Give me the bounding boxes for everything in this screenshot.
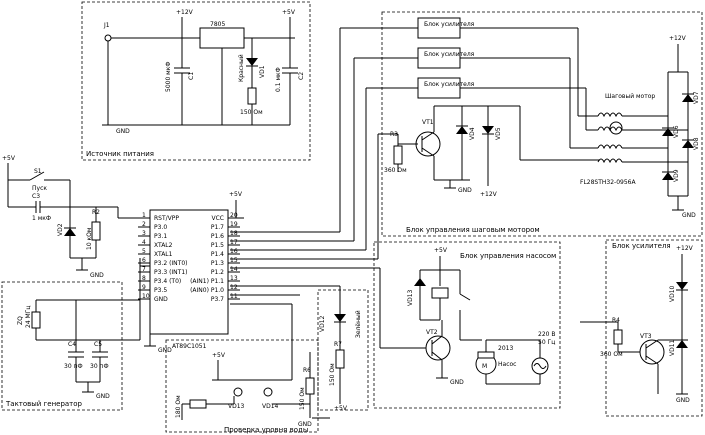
vd1-label: VD1: [259, 65, 266, 78]
vd12-color: Зелёный: [355, 310, 362, 338]
mcu-pin-right-name: P1.4: [210, 251, 224, 258]
vd4-diode: [456, 126, 468, 134]
power-gnd-label: GND: [116, 128, 130, 135]
regulator-label: 7805: [210, 21, 226, 28]
mcu-pin-right-num: 15: [230, 257, 238, 264]
j1-label: J1: [104, 22, 110, 29]
vd12-led: [334, 314, 346, 322]
r4-resistor: [614, 330, 622, 344]
mcu-pin-left-num: 9: [142, 284, 146, 291]
water-v5-label: +5V: [212, 352, 225, 359]
r-power-value: 150 Ом: [240, 109, 263, 116]
r6-value: 150 Ом: [299, 387, 306, 410]
pump-gnd-label: GND: [450, 379, 464, 386]
r7-resistor: [336, 350, 344, 368]
stepper-diode-label: VD7: [693, 91, 700, 104]
r7-value: 150 Ом: [329, 363, 336, 386]
j1-jack: [105, 35, 111, 41]
vd2-diode: [64, 228, 76, 236]
water-title: Проверка уровня воды: [224, 426, 309, 434]
pump-label: Насос: [498, 361, 517, 368]
mcu-pin-right-num: 16: [230, 248, 238, 255]
s1-label: S1: [34, 168, 42, 175]
water-led-v5-label: +5V: [334, 405, 347, 412]
r4-label: R4: [612, 317, 620, 324]
pump-block: [230, 242, 560, 408]
c2-value: 0.1 мкФ: [275, 67, 282, 92]
mcu-pin-right-name: P1.5: [210, 242, 224, 249]
mcu-pin-right-num: 19: [230, 221, 238, 228]
r3-label: R3: [390, 131, 398, 138]
c3-value: 1 мкФ: [32, 215, 52, 222]
r6-label: R6: [303, 367, 311, 374]
mcu-pin-left-name: RST/VPP: [154, 215, 180, 222]
mcu-pin-right-num: 13: [230, 275, 238, 282]
mcu-pin-right-name: P1.3: [210, 260, 224, 267]
amp-gnd-label: GND: [676, 397, 690, 404]
clock-gnd-label: GND: [96, 393, 110, 400]
c4-value: 30 пФ: [64, 363, 83, 370]
clock-title: Тактовый генератор: [6, 400, 82, 408]
mcu-pin-right-name: P1.7: [210, 224, 224, 231]
coil-a1: [598, 113, 622, 116]
crystal-zq: [32, 312, 40, 328]
stepper-right-v12: +12V: [669, 35, 686, 42]
stepper-diode-label: VD6: [673, 125, 680, 138]
vt3-label: VT3: [640, 333, 652, 340]
c1-label: C1: [188, 71, 195, 80]
vd5-diode: [482, 126, 494, 134]
mcu-pin-right-num: 18: [230, 230, 238, 237]
mcu-pin-left-name: XTAL2: [154, 242, 173, 249]
mcu-pin-right-name: P1.2: [210, 269, 224, 276]
mcu-pin-left-num: 10: [142, 293, 150, 300]
mcu-pin-right-num: 14: [230, 266, 238, 273]
power-v5-label: +5V: [282, 9, 295, 16]
vd2-label: VD2: [57, 223, 64, 236]
pump-v5-label: +5V: [434, 247, 447, 254]
r3-resistor: [394, 146, 402, 164]
mcu-pin-right-name: (AIN1) P1.1: [190, 278, 224, 285]
reset-gnd-label: GND: [90, 272, 104, 279]
c4-label: C4: [68, 341, 77, 348]
mcu-pin-right-num: 17: [230, 239, 238, 246]
amp-box-label: Блок усилителя: [424, 21, 475, 28]
mcu-pin-right-name: VCC: [211, 215, 224, 222]
stepper-diode-label: VD8: [693, 137, 700, 150]
clock-generator-block: [2, 258, 150, 410]
zq-label: ZQ: [17, 316, 24, 325]
mcu-chip: [138, 191, 244, 354]
vd11-label: VD11: [669, 339, 676, 356]
water-border: [166, 340, 318, 432]
mcu-pin-right-name: P3.7: [210, 296, 224, 303]
pump-motor-top: [478, 352, 494, 358]
pump-motor-m: M: [482, 363, 488, 370]
pump-title: Блок управления насосом: [460, 252, 557, 260]
c5-label: C5: [94, 341, 103, 348]
r2-resistor: [92, 222, 100, 240]
reset-circuit: [2, 155, 150, 279]
vt2-label: VT2: [426, 329, 438, 336]
r3-value: 360 Ом: [384, 167, 407, 174]
mcu-pin-left-num: 1: [142, 212, 146, 219]
c2-label: C2: [298, 71, 305, 80]
vd4-label: VD4: [469, 127, 476, 140]
mcu-pin-left-name: P3.1: [154, 233, 168, 240]
mcu-pin-right-num: 20: [230, 212, 238, 219]
vd10-label: VD10: [669, 285, 676, 302]
vd13-label: VD13: [228, 403, 245, 410]
motor-title: Шаговый мотор: [605, 93, 656, 100]
mcu-pin-left-num: 6: [142, 257, 146, 264]
c5-value: 30 пФ: [90, 363, 109, 370]
mcu-pin-left-num: 7: [142, 266, 146, 273]
relay-coil: [432, 288, 448, 298]
mcu-pin-right-name: (AIN0) P1.0: [190, 287, 224, 294]
mcu-gnd-label: GND: [158, 347, 172, 354]
mcu-pin-right-num: 11: [230, 293, 238, 300]
regulator-7805: [200, 28, 244, 48]
vd10-diode: [676, 282, 688, 290]
clock-border: [2, 282, 122, 410]
mcu-pin-left-name: P3.5: [154, 287, 168, 294]
mcu-pin-left-num: 3: [142, 230, 146, 237]
amp-box-label: Блок усилителя: [424, 81, 475, 88]
vd12-label: VD12: [319, 315, 326, 332]
vd1-color: Красный: [238, 54, 245, 82]
water-gnd-label: GND: [298, 421, 312, 428]
r-water-left-value: 180 Ом: [175, 395, 182, 418]
mcu-pin-left-name: P3.3 (INT1): [154, 269, 188, 276]
amp-border: [606, 240, 702, 416]
power-v12-label: +12V: [176, 9, 193, 16]
stepper-title: Блок управления шаговым мотором: [406, 226, 540, 234]
motor-part: FL28STH32-0956A: [580, 179, 636, 186]
vd13-pump-label: VD13: [407, 289, 414, 306]
r-water-left: [190, 400, 206, 408]
mcu-pin-right-name: P1.6: [210, 233, 224, 240]
reset-v5-label: +5V: [2, 155, 15, 162]
power-supply-title: Источник питания: [86, 150, 154, 158]
vt1-label: VT1: [422, 119, 434, 126]
pump-border: [374, 242, 560, 408]
r2-label: R2: [92, 209, 100, 216]
amp-title-line1: Блок усилителя: [612, 242, 671, 250]
mcu-pin-left-num: 4: [142, 239, 146, 246]
mcu-pin-left-name: P3.0: [154, 224, 168, 231]
vd11-diode: [676, 340, 688, 348]
vd14-label: VD14: [262, 403, 279, 410]
vd14-ir-led: [264, 388, 272, 396]
mcu-pin-left-name: P3.2 (INT0): [154, 260, 188, 267]
vd1-led: [246, 58, 258, 66]
c1-value: 5000 мкФ: [165, 61, 172, 92]
stepper-right-gnd: GND: [682, 212, 696, 219]
vd13-pump-diode: [414, 278, 426, 286]
mcu-pin-right-num: 12: [230, 284, 238, 291]
mcu-name: AT89C1051: [172, 343, 207, 350]
coil-b1: [598, 145, 622, 148]
vd5-label: VD5: [495, 127, 502, 140]
r6-resistor: [306, 378, 314, 394]
amp-box-label: Блок усилителя: [424, 51, 475, 58]
pump-id: 2013: [498, 345, 514, 352]
ac-voltage: 220 В: [538, 331, 556, 338]
stepper-block: [230, 12, 702, 259]
r2-value: 10 кОм: [86, 227, 93, 250]
coil-b2: [598, 159, 622, 162]
power-supply-block: [82, 2, 310, 160]
stepper-v12-label: +12V: [480, 191, 497, 198]
mcu-pin-left-num: 2: [142, 221, 146, 228]
mcu-pin-left-name: XTAL1: [154, 251, 173, 258]
s1-name: Пуск: [32, 185, 47, 192]
c3-label: C3: [32, 193, 41, 200]
mcu-pin-left-name: P3.4 (T0): [154, 278, 182, 285]
r7-label: R7: [334, 341, 342, 348]
mcu-pin-left-num: 5: [142, 248, 146, 255]
mcu-pin-left-num: 8: [142, 275, 146, 282]
ac-frequency: 50 Гц: [538, 339, 556, 346]
stepper-gnd-label: GND: [458, 187, 472, 194]
r4-value: 360 Ом: [600, 351, 623, 358]
mcu-pin-left-name: GND: [154, 296, 168, 303]
zq-value: 24 МГц: [25, 305, 32, 328]
mcu-v5-label: +5V: [229, 191, 242, 198]
stepper-diode-label: VD9: [673, 169, 680, 182]
amp-v12-label: +12V: [676, 245, 693, 252]
amplifier-block: [580, 240, 702, 416]
vd13-phototrans: [234, 388, 242, 396]
r-power: [248, 88, 256, 104]
